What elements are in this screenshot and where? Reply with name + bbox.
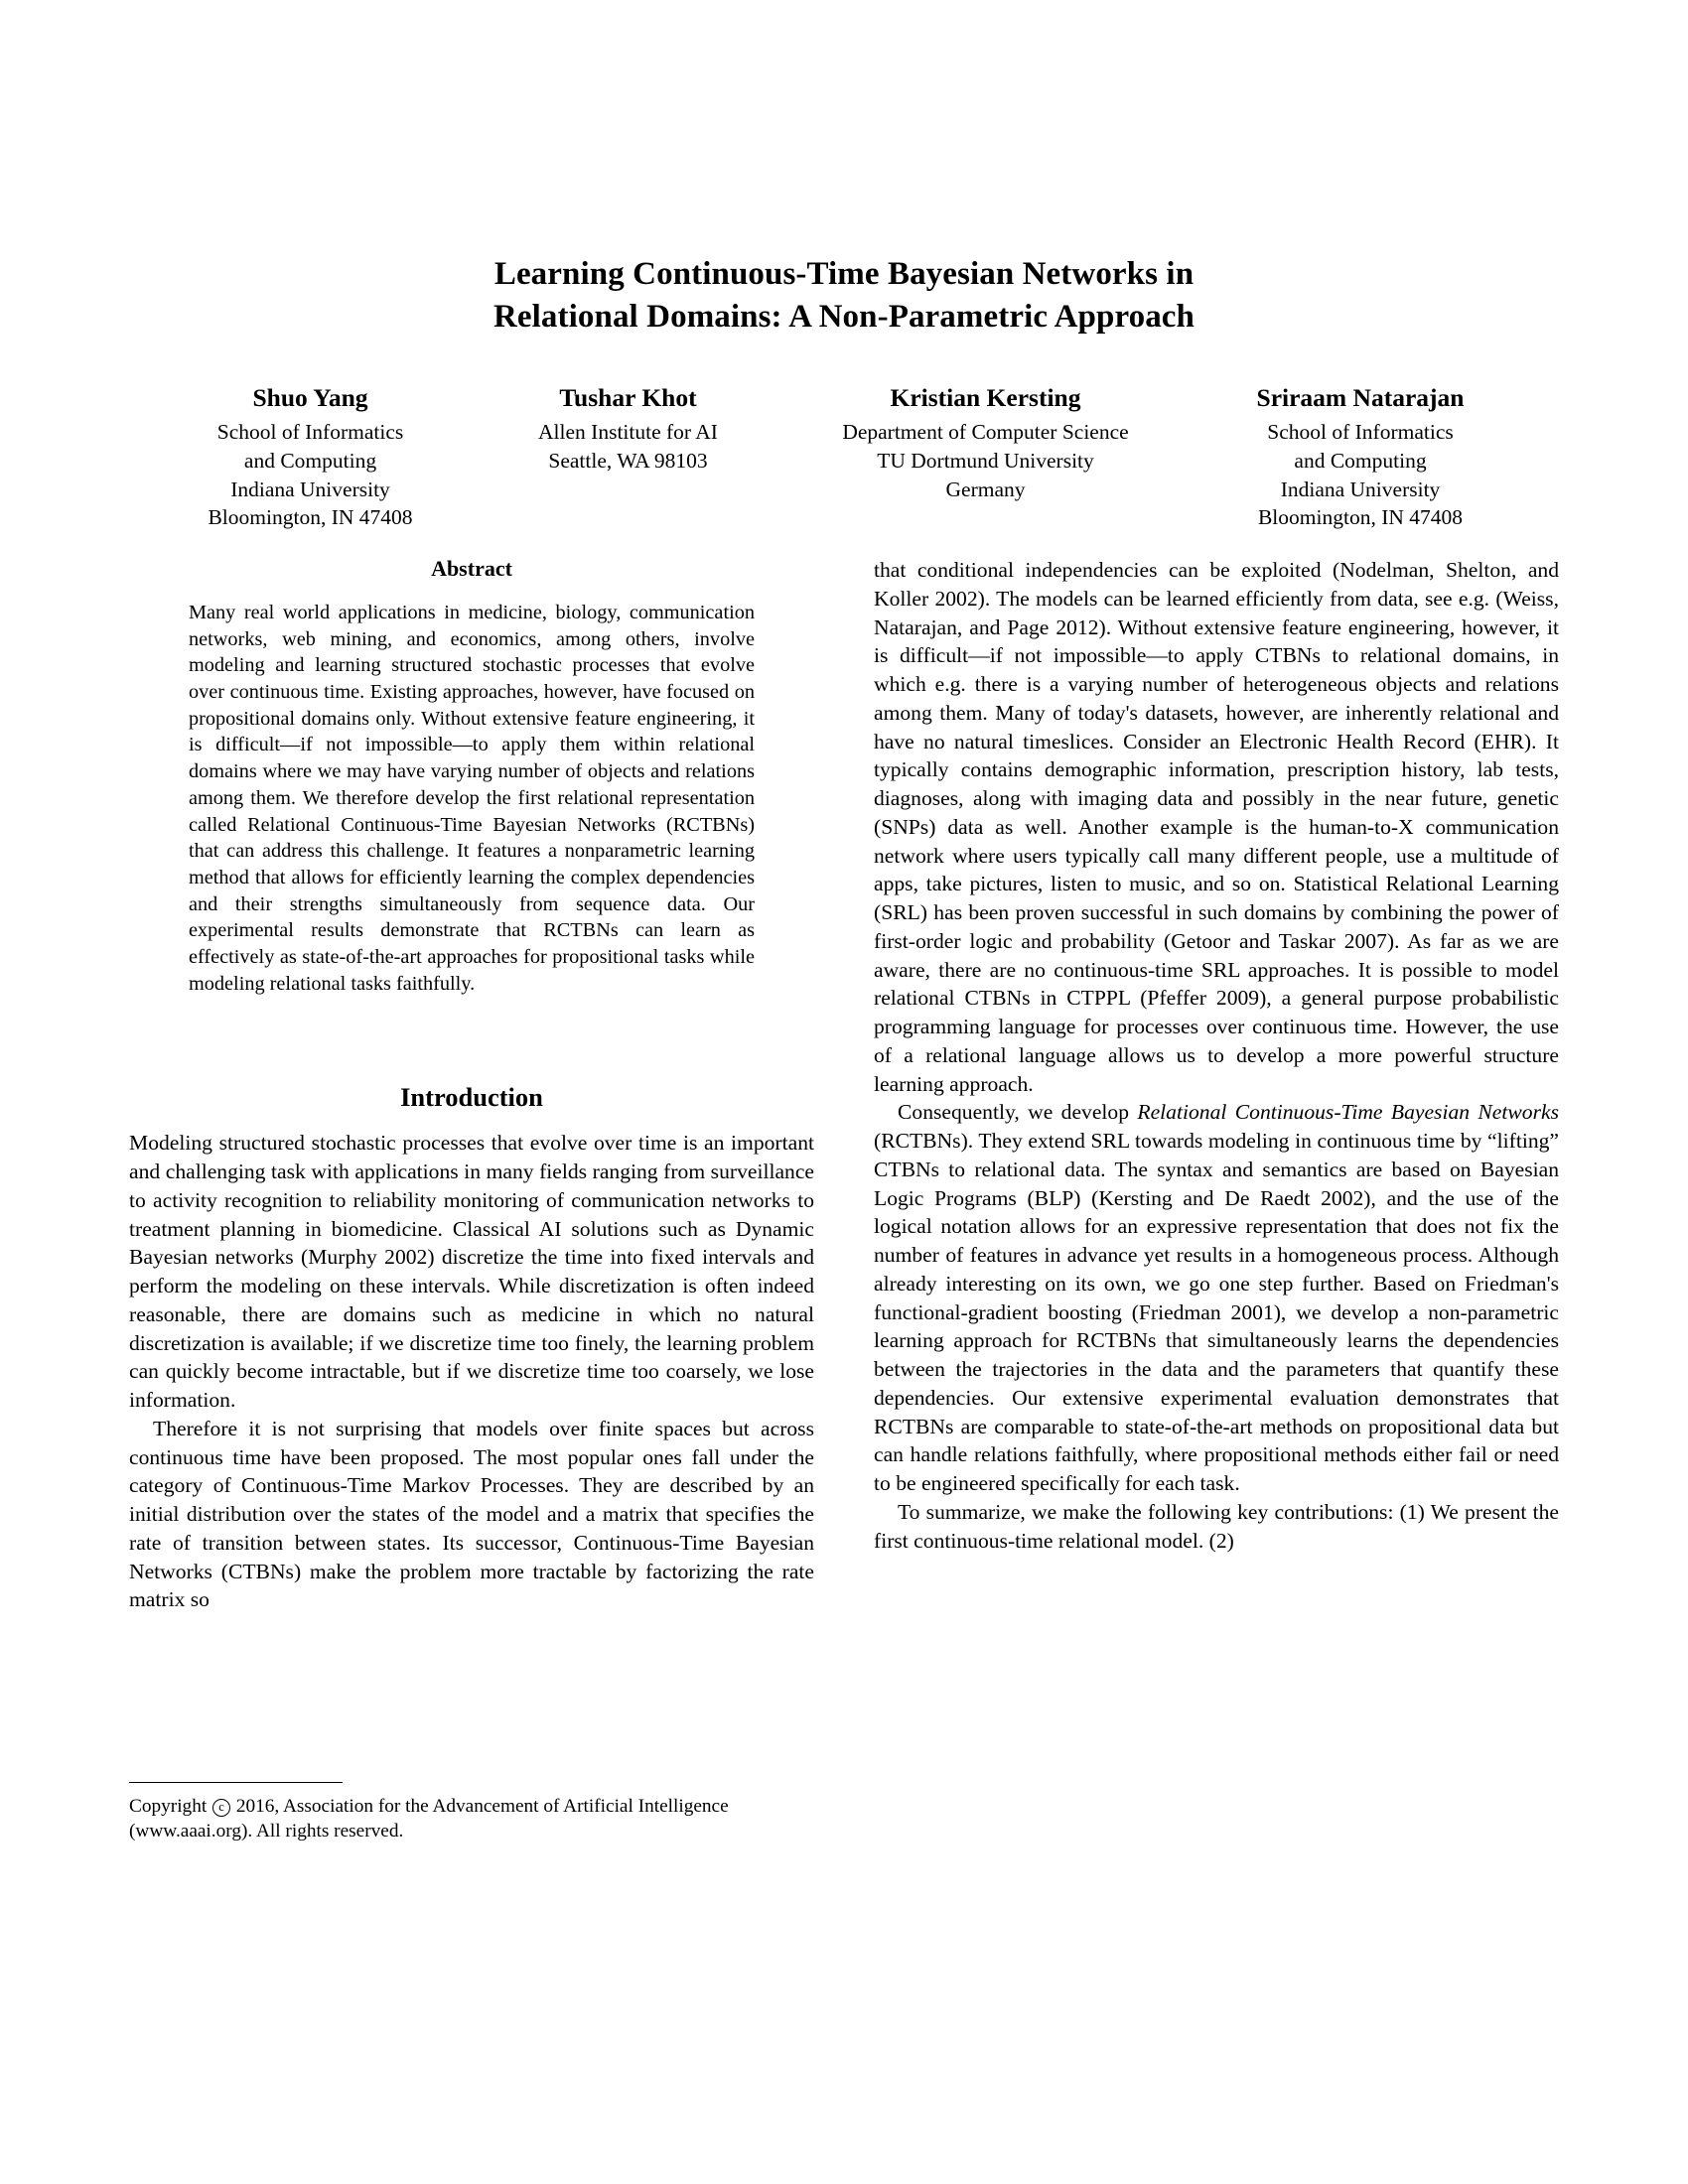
author-entry bbox=[1185, 382, 1537, 532]
author-affiliation-line: Department of Computer Science bbox=[842, 420, 1129, 445]
body-columns bbox=[0, 556, 1688, 2184]
copyright-prefix: Copyright bbox=[129, 1796, 212, 1817]
author-entry bbox=[470, 382, 787, 476]
paragraph-3-rest: (RCTBNs). They extend SRL towards modeling in continuous time by “lifting” CTBNs to relational data. The syntax and semantics are based on Bayesian Logic Programs (BLP) (Kersting and De Raedt 2002), and the use of the logical notation allows for an expressive representation that does not fix the number of features in advance yet results in a homogeneous process. Although already interesting on its own, we go one step further. Based on Friedman's functional-gradient boosting (Friedman 2001), we develop a non-parametric learning approach for RCTBNs that simultaneously learns the dependencies between the trajectories in the data and the parameters that quantify these dependencies. Our extensive experimental evaluation demonstrates that RCTBNs are comparable to state-of-the-art methods on propositional data but can handle relations faithfully, where propositional methods either fail or need to be engineered specifically for each task. bbox=[874, 1129, 1559, 1495]
author-affiliation-line: Germany bbox=[945, 477, 1026, 501]
author-affiliation-line: and Computing bbox=[243, 448, 377, 473]
author-affiliation-line: School of Informatics bbox=[216, 420, 404, 445]
intro-paragraph-1: Modeling structured stochastic processes that evolve over time is an important and challenging task with applications in many fields ranging from surveillance to activity recognition to reliability monitoring of communication networks to treatment planning in biomedicine. Classical AI solutions such as Dynamic Bayesian networks (Murphy 2002) discretize the time into fixed intervals and perform the modeling on these intervals. While discretization is often indeed reasonable, there are domains such as medicine in which no natural discretization is available; if we discretize time too finely, the learning problem can quickly become intractable, but if we discretize time too coarsely, we lose information. bbox=[129, 1131, 814, 1413]
intro-paragraph-4: To summarize, we make the following key contributions: (1) We present the first continuous-time relational model. (2) bbox=[874, 1499, 1559, 1553]
author-name: Shuo Yang bbox=[252, 382, 368, 412]
copyright-notice bbox=[129, 1794, 814, 1843]
title-line-2: Relational Domains: A Non-Parametric Approach bbox=[492, 298, 1196, 335]
author-affiliation-line: Bloomington, IN 47408 bbox=[1257, 505, 1464, 530]
author-entry bbox=[787, 382, 1185, 503]
rctbn-term-italic: Relational Continuous-Time Bayesian Networks bbox=[1137, 1100, 1559, 1125]
column-left bbox=[129, 556, 814, 1614]
author-affiliation-line: Seattle, WA 98103 bbox=[548, 448, 708, 473]
author-affiliation-line: TU Dortmund University bbox=[877, 448, 1094, 473]
footnote-block bbox=[129, 1782, 814, 1843]
author-name: Tushar Khot bbox=[559, 382, 697, 412]
footnote-rule bbox=[129, 1782, 343, 1783]
copyright-icon: c bbox=[212, 1799, 230, 1817]
abstract-heading: Abstract bbox=[431, 556, 512, 581]
intro-paragraph-2-continued: that conditional independencies can be exploited (Nodelman, Shelton, and Koller 2002). The models can be learned efficiently from data, see e.g. (Weiss, Natarajan, and Page 2012). Without extensive feature engineering, however, it is difficult—if not impossible—to apply CTBNs to relational domains, in which e.g. there is a varying number of heterogeneous objects and relations among them. Many of today's datasets, however, are inherently relational and have no natural timeslices. Consider an Electronic Health Record (EHR). It typically contains demographic information, prescription history, lab tests, diagnoses, along with imaging data and possibly in the near future, genetic (SNPs) data as well. Another example is the human-to-X communication network where users typically call many different people, use a multitude of apps, take pictures, listen to music, and so on. Statistical Relational Learning (SRL) has been proven successful in such domains by combining the power of first-order logic and probability (Getoor and Taskar 2007). As far as we are aware, there are no continuous-time SRL approaches. It is possible to model relational CTBNs in CTPPL (Pfeffer 2009), a general purpose probabilistic programming language for processes over continuous time. However, the use of a relational language allows us to develop a more powerful structure learning approach. bbox=[874, 558, 1559, 1096]
author-entry bbox=[152, 382, 470, 532]
author-affiliation-line: School of Informatics bbox=[1267, 420, 1454, 445]
paragraph-3-lead: Consequently, we develop bbox=[898, 1100, 1138, 1125]
intro-paragraph-3 bbox=[874, 1098, 1559, 1498]
author-affiliation-line: Allen Institute for AI bbox=[538, 420, 718, 445]
column-right bbox=[874, 556, 1559, 1555]
title-block bbox=[0, 0, 1688, 339]
author-name: Sriraam Natarajan bbox=[1256, 382, 1465, 412]
introduction-heading: Introduction bbox=[400, 1082, 543, 1113]
abstract-text: Many real world applications in medicine, biology, communication networks, web mining, and economics, among others, involve modeling and learning structured stochastic processes that evolve over continuous time. Existing approaches, however, have focused on propositional domains only. Without extensive feature engineering, it is difficult—if not impossible—to apply them within relational domains where we may have varying number of objects and relations among them. We therefore develop the first relational representation called Relational Continuous-Time Bayesian Networks (RCTBNs) that can address this challenge. It features a nonparametric learning method that allows for efficiently learning the complex dependencies and their strengths simultaneously from sequence data. Our experimental results demonstrate that RCTBNs can learn as effectively as state-of-the-art approaches for propositional tasks while modeling relational tasks faithfully. bbox=[189, 602, 755, 995]
author-affiliation-line: Bloomington, IN 47408 bbox=[208, 505, 413, 530]
author-affiliation-line: and Computing bbox=[1294, 448, 1427, 473]
author-affiliation-line: Indiana University bbox=[230, 477, 390, 501]
page-title bbox=[318, 253, 1370, 339]
author-block bbox=[139, 382, 1549, 532]
author-affiliation-line: Indiana University bbox=[1280, 477, 1441, 501]
title-line-1: Learning Continuous-Time Bayesian Networks in bbox=[493, 256, 1195, 292]
author-name: Kristian Kersting bbox=[890, 382, 1081, 412]
intro-paragraph-2: Therefore it is not surprising that models over finite spaces but across continuous time have been proposed. The most popular ones fall under the category of Continuous-Time Markov Processes. They are described by an initial distribution over the states of the model and a matrix that specifies the rate of transition between states. Its successor, Continuous-Time Bayesian Networks (CTBNs) make the problem more tractable by factorizing the rate matrix so bbox=[129, 1416, 814, 1612]
copyright-suffix: 2016, Association for the Advancement of Artificial Intelligence (www.aaai.org). All rights reserved. bbox=[129, 1796, 729, 1843]
